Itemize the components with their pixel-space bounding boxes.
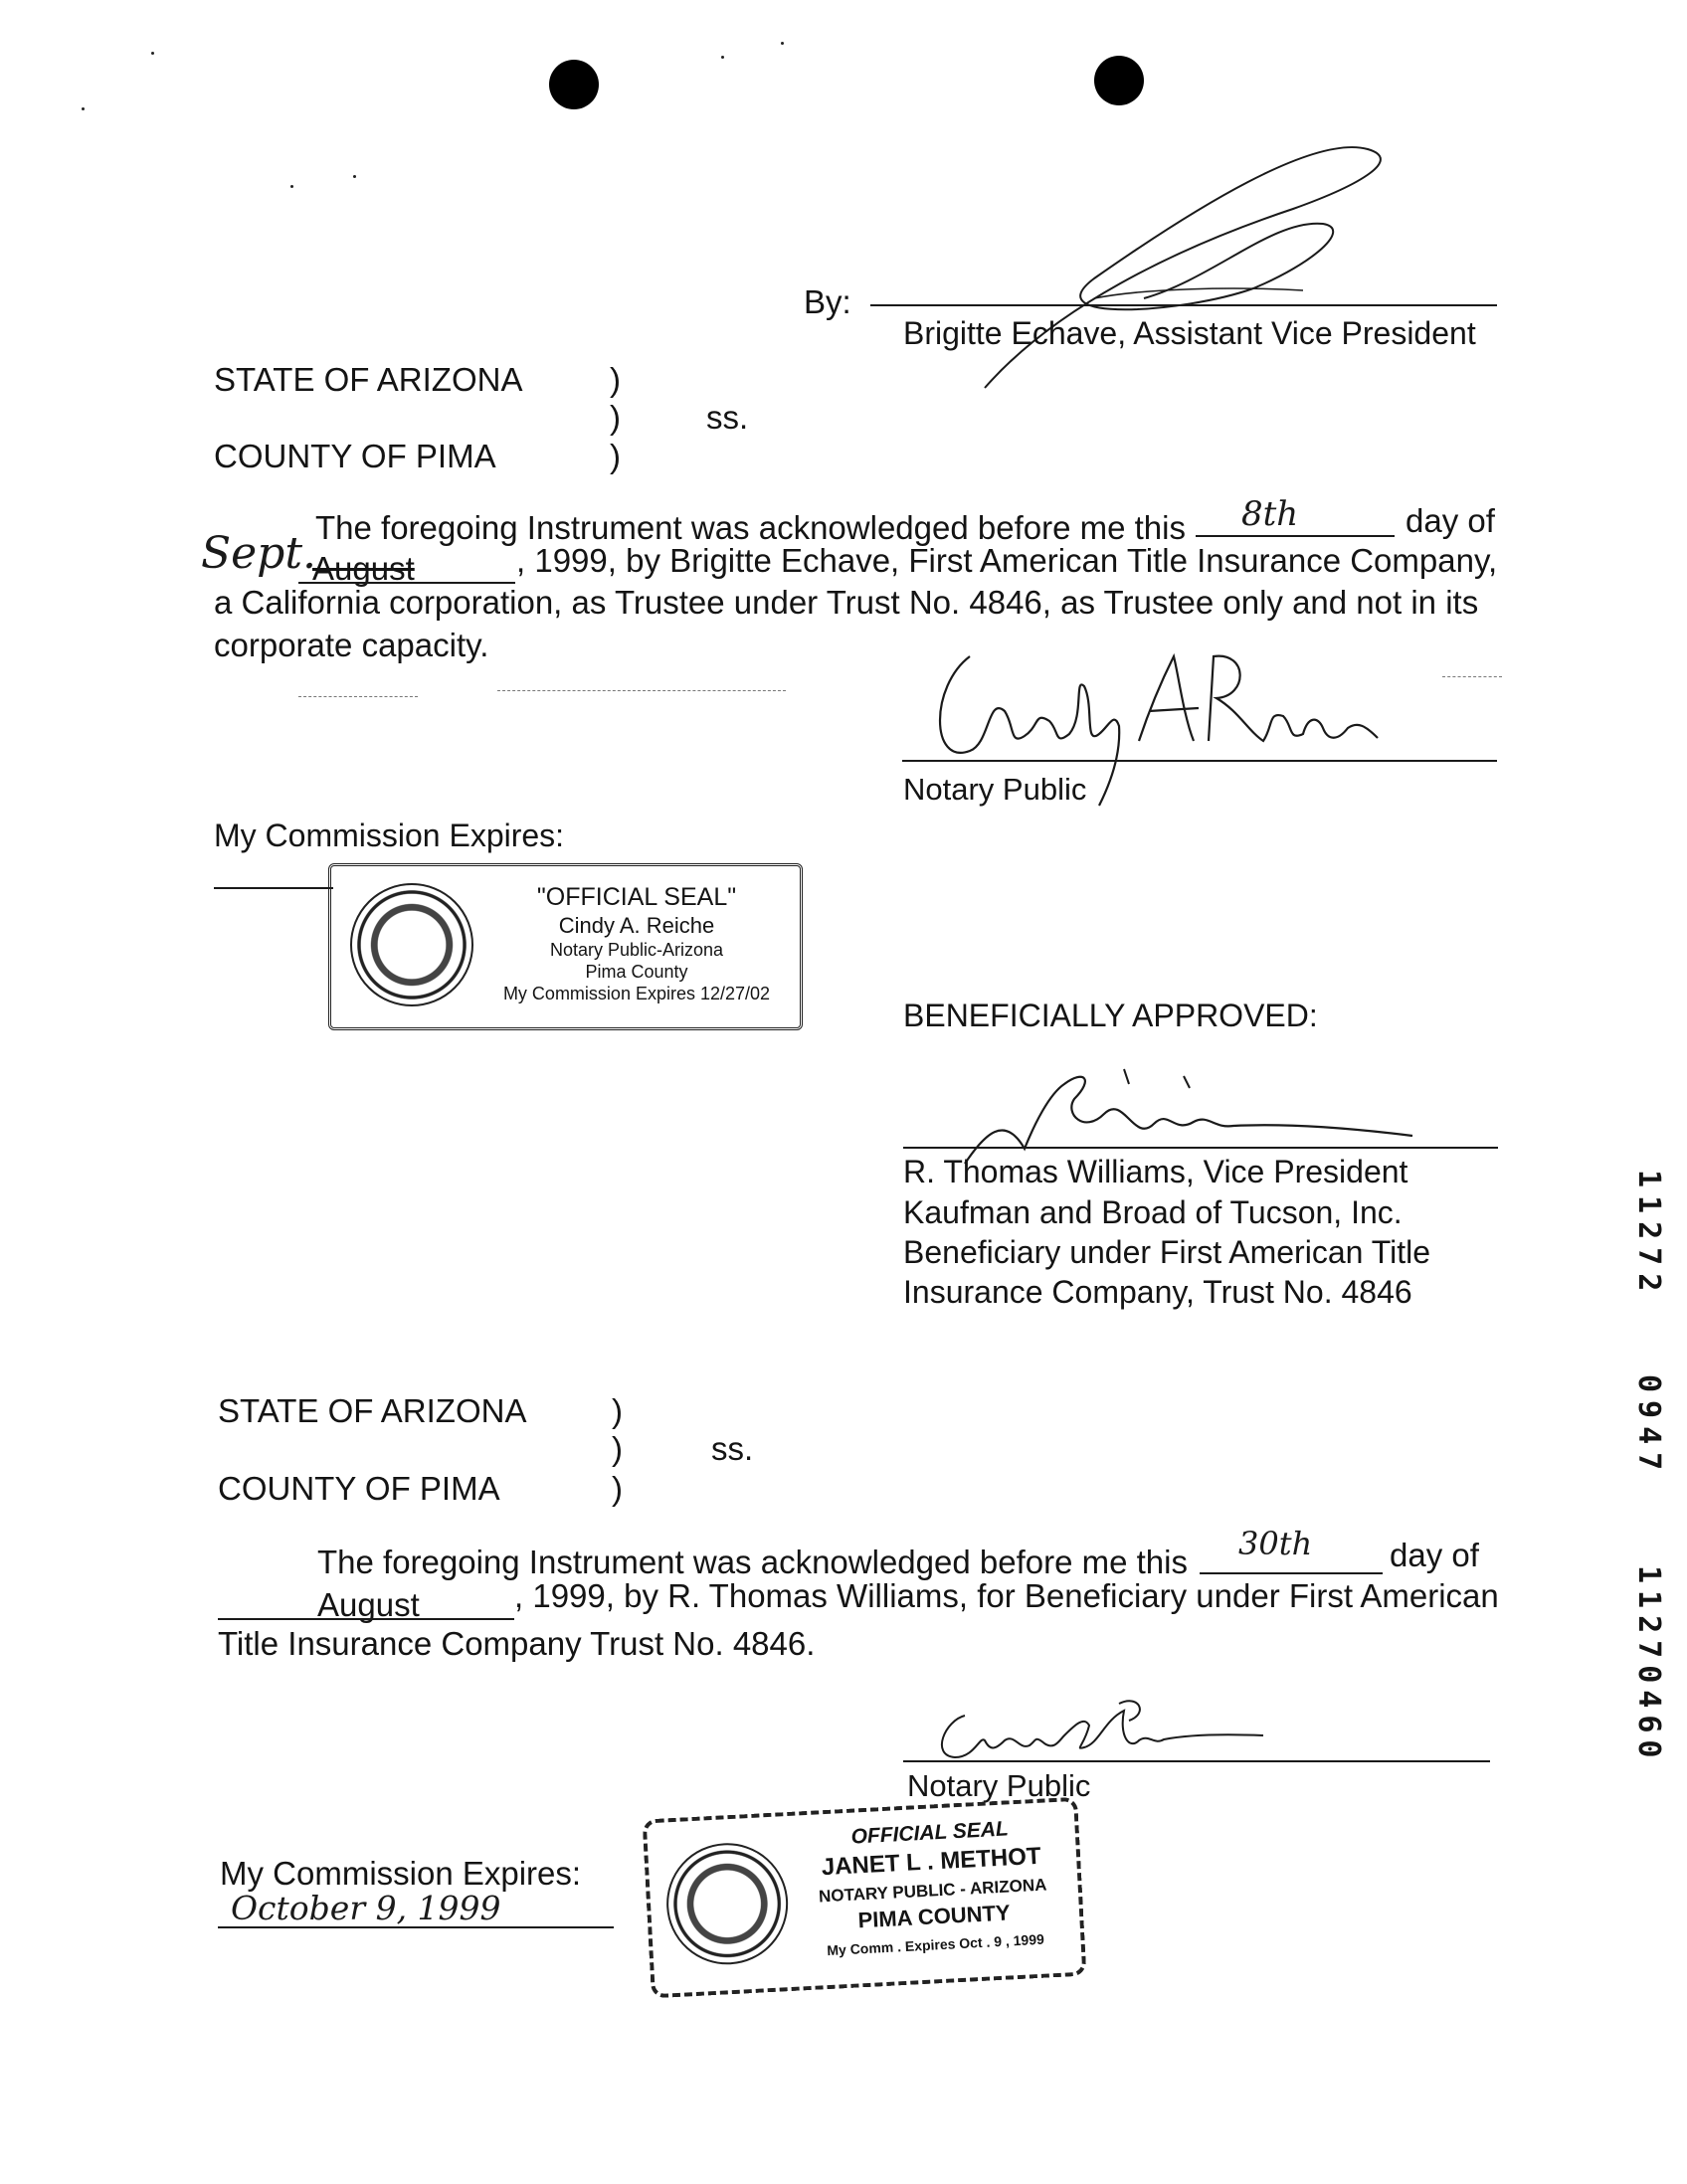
seal1-role: Notary Public-Arizona [549,940,724,960]
official-seal-methot [643,1797,1089,1999]
day-value-2: 30th [1238,1525,1313,1562]
day-value-1: 8th [1241,494,1299,534]
county-label-1: COUNTY OF PIMA [214,438,496,474]
month-struck-1: August [312,550,415,587]
month-handwritten-1: Sept. [201,528,317,579]
signature-methot [925,1696,1273,1775]
speck [353,175,356,178]
punch-hole-left [549,60,599,109]
commission-date-2: October 9, 1999 [231,1889,501,1927]
commission-label-2: My Commission Expires: [220,1855,582,1892]
stray-dashes [1442,676,1502,677]
notary-label-2: Notary Public [907,1768,1091,1803]
notary-signature-line-1 [902,760,1497,762]
month-2: August [317,1586,420,1623]
county-label-2: COUNTY OF PIMA [218,1470,500,1507]
seal2-role: NOTARY PUBLIC - ARIZONA [818,1875,1047,1907]
ss-label-2: ss. [711,1430,754,1467]
ack1-line1-start: The foregoing Instrument was acknowledged before me this [315,509,1186,546]
day-blank-1 [1196,535,1395,537]
ack1-day-of: day of [1406,502,1495,539]
speck [721,56,724,59]
by-label: By: [804,283,851,320]
ack2-line3: Title Insurance Company Trust No. 4846. [218,1625,816,1662]
ss-label-1: ss. [706,399,749,436]
seal2-county: PIMA COUNTY [856,1900,1012,1933]
seal1-expires: My Commission Expires 12/27/02 [502,984,771,1003]
state-label-1: STATE OF ARIZONA [214,361,523,398]
seal1-title: "OFFICIAL SEAL" [536,883,737,911]
approval-line: R. Thomas Williams, Vice President [903,1154,1408,1189]
commission-label-1: My Commission Expires: [214,818,565,853]
ack1-line3: a California corporation, as Trustee under Trust No. 4846, as Trustee only and not in its [214,584,1479,621]
commission-line-2 [218,1926,614,1928]
stray-dashes [298,696,418,697]
paren: ) [610,399,621,436]
recording-number-top: 11272 [1631,1170,1666,1300]
commission-line-1 [214,887,333,889]
approval-line: Insurance Company, Trust No. 4846 [903,1274,1412,1310]
state-seal-emblem [350,883,473,1006]
speck [290,185,293,188]
ack2-day-of: day of [1390,1537,1479,1573]
notary-signature-line-2 [903,1760,1490,1762]
notary-label-1: Notary Public [903,772,1087,807]
approval-signature-line [903,1147,1498,1149]
ack1-line2: , 1999, by Brigitte Echave, First American Title Insurance Company, [516,542,1498,579]
paren: ) [612,1430,623,1467]
official-seal-reiche [328,863,803,1030]
paren: ) [610,438,621,474]
speck [82,107,85,110]
seal2-expires: My Comm . Expires Oct . 9 , 1999 [826,1930,1045,1959]
ack2-line1-start: The foregoing Instrument was acknowledged before me this [317,1544,1188,1580]
approval-heading: BENEFICIALLY APPROVED: [903,998,1318,1033]
seal2-name: JANET L . METHOT [821,1842,1042,1882]
month-blank-2 [218,1618,514,1620]
punch-hole-right [1094,56,1144,105]
approval-line: Beneficiary under First American Title [903,1234,1430,1270]
seal1-county: Pima County [585,962,688,982]
paren: ) [612,1470,623,1507]
speck [781,42,784,45]
paren: ) [610,361,621,398]
approval-line: Kaufman and Broad of Tucson, Inc. [903,1194,1403,1230]
paren: ) [612,1392,623,1429]
stray-dashes [497,690,786,691]
state-label-2: STATE OF ARIZONA [218,1392,527,1429]
day-blank-2 [1200,1572,1383,1574]
seal1-name: Cindy A. Reiche [558,913,715,938]
signature-echave [975,139,1412,398]
seal2-title: OFFICIAL SEAL [850,1817,1010,1849]
speck [151,52,154,55]
ack2-line2: , 1999, by R. Thomas Williams, for Beneficiary under First American [514,1577,1499,1614]
ack1-line4: corporate capacity. [214,627,489,663]
recording-number-middle: 0947 [1631,1374,1666,1479]
signer1-caption: Brigitte Echave, Assistant Vice President [903,315,1476,351]
recording-number-bottom: 11270460 [1631,1565,1666,1765]
